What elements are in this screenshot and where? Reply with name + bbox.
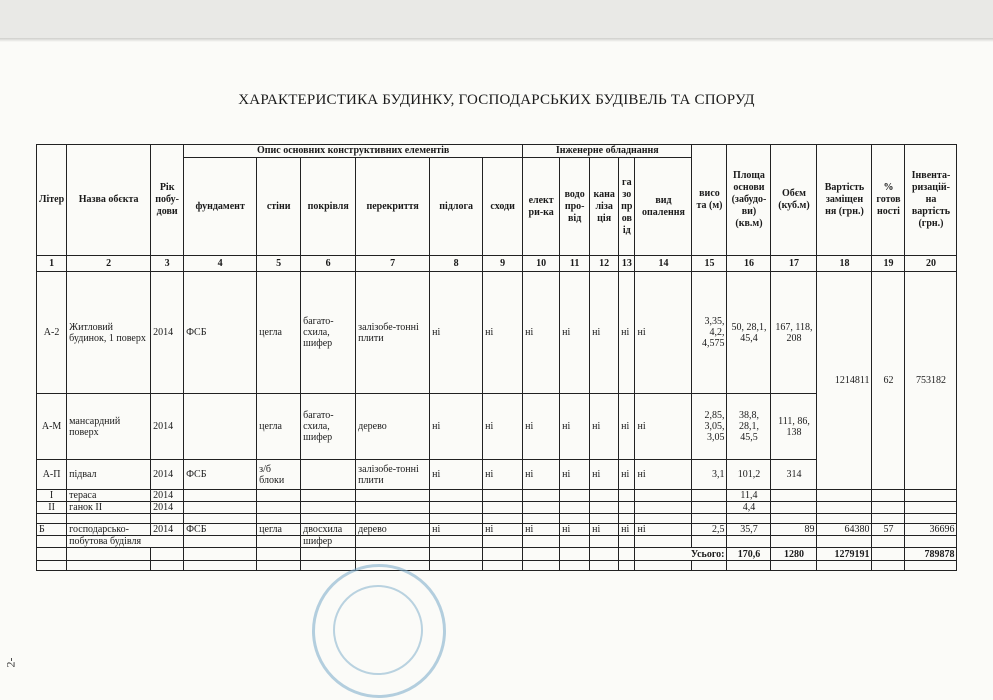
cell-heating: ні [635, 524, 692, 536]
col-number: 3 [151, 256, 184, 272]
cell-roof-continued: шифер [301, 536, 356, 548]
hdr-flooring: підлога [430, 158, 483, 256]
cell-name: Житловий будинок, 1 поверх [67, 272, 151, 394]
cell-flooring: ні [430, 394, 483, 460]
cell-sewer: ні [590, 272, 619, 394]
col-number: 5 [257, 256, 301, 272]
cell-heating: ні [635, 460, 692, 490]
cell-roof: багато-схила, шифер [301, 272, 356, 394]
cell-volume: 111, 86, 138 [771, 394, 817, 460]
cell-walls: з/б блоки [257, 460, 301, 490]
col-number: 7 [356, 256, 430, 272]
cell-litera: ІІ [37, 502, 67, 514]
cell-area: 4,4 [727, 502, 771, 514]
cell-litera: А-П [37, 460, 67, 490]
totals-inventory: 789878 [905, 548, 957, 561]
hdr-water: водо про-від [560, 158, 590, 256]
stamp-inner-ring [333, 585, 423, 675]
cell-water: ні [560, 272, 590, 394]
table-row-empty [37, 561, 957, 571]
col-number: 15 [692, 256, 727, 272]
table-row [37, 502, 957, 514]
cell-foundation: ФСБ [184, 524, 257, 536]
cell-electric: ні [523, 394, 560, 460]
cell-name: ганок ІІ [67, 502, 151, 514]
hdr-roof: покрівля [301, 158, 356, 256]
hdr-area: Площа основи (забудо-ви) (кв.м) [727, 145, 771, 256]
table-row-empty [37, 514, 957, 524]
cell-litera: А-М [37, 394, 67, 460]
hdr-engineering-group: Інженерне обладнання [523, 145, 692, 158]
hdr-sewer: кана ліза ція [590, 158, 619, 256]
cell-litera: І [37, 490, 67, 502]
hdr-heating: вид опалення [635, 158, 692, 256]
totals-volume: 1280 [771, 548, 817, 561]
col-number: 19 [872, 256, 905, 272]
hdr-litera: Літер [37, 145, 67, 256]
cell-area: 101,2 [727, 460, 771, 490]
margin-mark: 2- [3, 657, 18, 668]
cell-year: 2014 [151, 394, 184, 460]
hdr-walls: стіни [257, 158, 301, 256]
cell-gas: ні [619, 272, 635, 394]
cell-sewer: ні [590, 394, 619, 460]
col-number: 16 [727, 256, 771, 272]
paper-edge [0, 38, 993, 42]
cell-stairs: ні [483, 394, 523, 460]
cell-height: 2,5 [692, 524, 727, 536]
col-number: 18 [817, 256, 872, 272]
cell-electric: ні [523, 524, 560, 536]
col-number: 20 [905, 256, 957, 272]
cell-floors: дерево [356, 394, 430, 460]
cell-water: ні [560, 394, 590, 460]
cell-stairs: ні [483, 524, 523, 536]
totals-replacement: 1279191 [817, 548, 872, 561]
cell-gas: ні [619, 394, 635, 460]
cell-year: 2014 [151, 460, 184, 490]
cell-foundation: ФСБ [184, 272, 257, 394]
cell-sewer: ні [590, 460, 619, 490]
cell-heating: ні [635, 394, 692, 460]
cell-flooring: ні [430, 460, 483, 490]
cell-volume: 89 [771, 524, 817, 536]
hdr-volume: Обєм (куб.м) [771, 145, 817, 256]
table-row [37, 536, 957, 548]
col-number: 8 [430, 256, 483, 272]
cell-walls: цегла [257, 524, 301, 536]
cell-roof: багато-схила, шифер [301, 394, 356, 460]
hdr-replacement: Вартість заміщен ня (грн.) [817, 145, 872, 256]
characteristics-table [36, 144, 957, 571]
hdr-stairs: сходи [483, 158, 523, 256]
cell-height: 3,35, 4,2, 4,575 [692, 272, 727, 394]
cell-name: мансардний поверх [67, 394, 151, 460]
cell-foundation: ФСБ [184, 460, 257, 490]
cell-readiness: 57 [872, 524, 905, 536]
cell-name: тераса [67, 490, 151, 502]
cell-name: господарсько- [67, 524, 151, 536]
hdr-structural-group: Опис основних конструктивних елементів [184, 145, 523, 158]
cell-year: 2014 [151, 502, 184, 514]
cell-year: 2014 [151, 490, 184, 502]
col-number: 6 [301, 256, 356, 272]
round-stamp [312, 564, 446, 698]
cell-inventory: 36696 [905, 524, 957, 536]
cell-volume: 314 [771, 460, 817, 490]
cell-year: 2014 [151, 524, 184, 536]
hdr-foundation: фундамент [184, 158, 257, 256]
cell-roof [301, 460, 356, 490]
cell-year: 2014 [151, 272, 184, 394]
cell-replacement-house: 1214811 [817, 272, 872, 490]
cell-electric: ні [523, 460, 560, 490]
cell-area: 11,4 [727, 490, 771, 502]
cell-floors: залізобе-тонні плити [356, 272, 430, 394]
cell-litera: Б [37, 524, 67, 536]
hdr-height: висо та (м) [692, 145, 727, 256]
cell-area: 35,7 [727, 524, 771, 536]
hdr-electric: елект ри-ка [523, 158, 560, 256]
col-number: 10 [523, 256, 560, 272]
totals-row [37, 548, 957, 561]
cell-roof: двосхила [301, 524, 356, 536]
cell-area: 38,8, 28,1, 45,5 [727, 394, 771, 460]
hdr-name: Назва обєкта [67, 145, 151, 256]
hdr-gas: га зо пр ов ід [619, 158, 635, 256]
col-number: 4 [184, 256, 257, 272]
totals-area: 170,6 [727, 548, 771, 561]
col-number: 2 [67, 256, 151, 272]
cell-water: ні [560, 460, 590, 490]
table-row [37, 490, 957, 502]
cell-litera: А-2 [37, 272, 67, 394]
cell-gas: ні [619, 524, 635, 536]
cell-foundation [184, 394, 257, 460]
cell-readiness-house: 62 [872, 272, 905, 490]
cell-flooring: ні [430, 272, 483, 394]
cell-name: підвал [67, 460, 151, 490]
col-number: 11 [560, 256, 590, 272]
cell-heating: ні [635, 272, 692, 394]
hdr-year: Рік побу-дови [151, 145, 184, 256]
cell-floors: залізобе-тонні плити [356, 460, 430, 490]
col-number: 17 [771, 256, 817, 272]
cell-gas: ні [619, 460, 635, 490]
cell-sewer: ні [590, 524, 619, 536]
col-number: 13 [619, 256, 635, 272]
cell-stairs: ні [483, 272, 523, 394]
cell-walls: цегла [257, 272, 301, 394]
cell-walls: цегла [257, 394, 301, 460]
hdr-floors: перекриття [356, 158, 430, 256]
col-number: 1 [37, 256, 67, 272]
table-row [37, 524, 957, 536]
cell-stairs: ні [483, 460, 523, 490]
hdr-readiness: % готов ності [872, 145, 905, 256]
cell-water: ні [560, 524, 590, 536]
cell-floors: дерево [356, 524, 430, 536]
cell-height: 2,85, 3,05, 3,05 [692, 394, 727, 460]
cell-height: 3,1 [692, 460, 727, 490]
totals-label: Усього: [635, 548, 727, 561]
col-number: 14 [635, 256, 692, 272]
cell-electric: ні [523, 272, 560, 394]
cell-inventory-house: 753182 [905, 272, 957, 490]
hdr-inventory: Інвента-ризацій-на вартість (грн.) [905, 145, 957, 256]
cell-replacement: 64380 [817, 524, 872, 536]
document-title: ХАРАКТЕРИСТИКА БУДИНКУ, ГОСПОДАРСЬКИХ БУДІВЕЛЬ ТА СПОРУД [238, 92, 755, 108]
cell-area: 50, 28,1, 45,4 [727, 272, 771, 394]
col-number: 9 [483, 256, 523, 272]
cell-flooring: ні [430, 524, 483, 536]
cell-name-continued: побутова будівля [67, 536, 184, 548]
cell-volume: 167, 118, 208 [771, 272, 817, 394]
table-row [37, 272, 957, 394]
scan-top-strip [0, 0, 993, 40]
col-number: 12 [590, 256, 619, 272]
